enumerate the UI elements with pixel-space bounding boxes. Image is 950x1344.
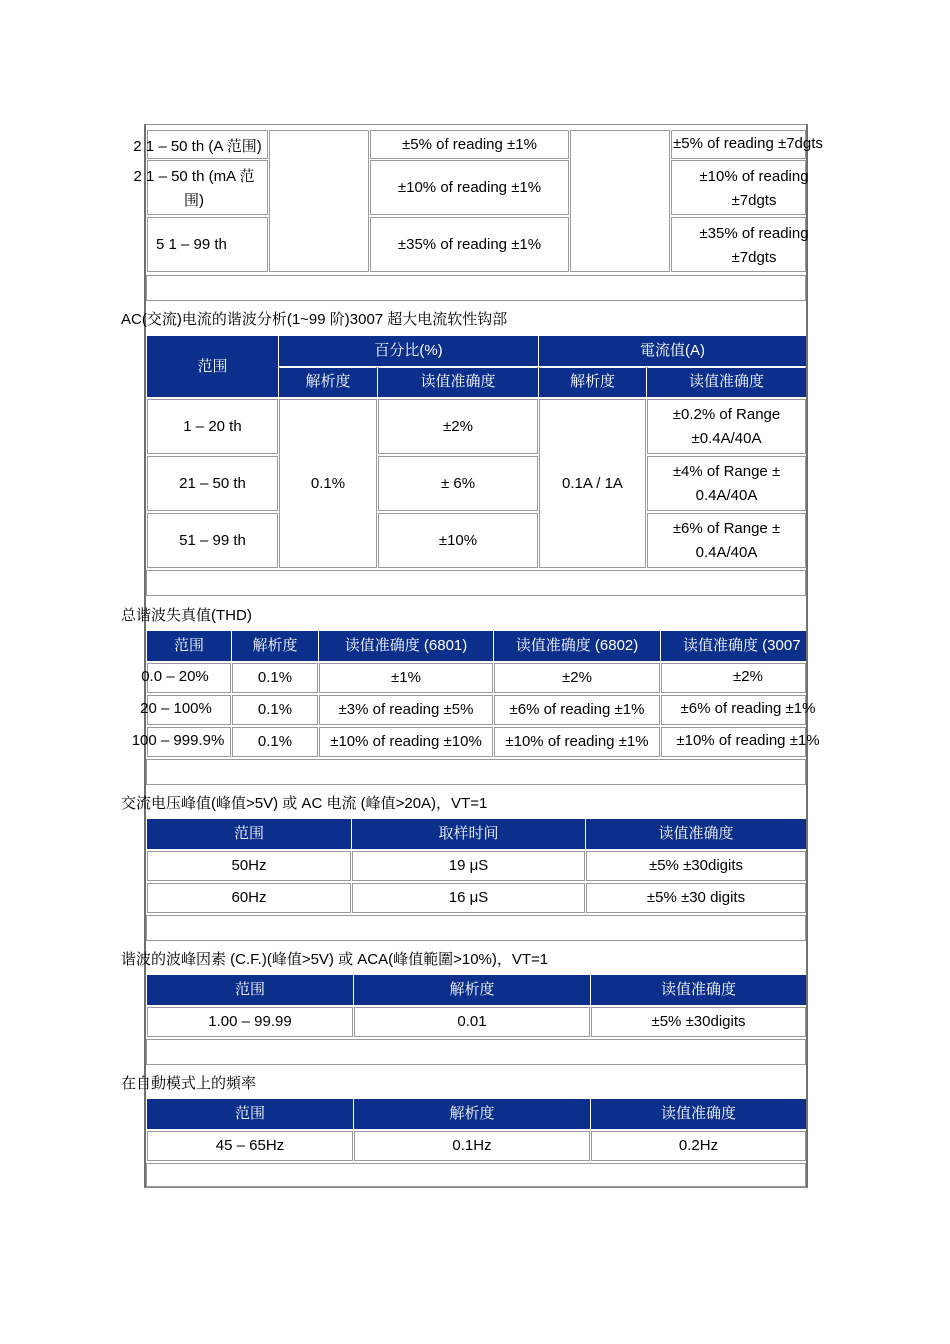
- header-cell: 解析度: [354, 1099, 590, 1129]
- spacer-row: [146, 759, 806, 785]
- header-cell: 解析度: [232, 631, 318, 661]
- accuracy-value: ±2%: [733, 668, 763, 685]
- table-cell: 1.00 – 99.99: [147, 1007, 353, 1037]
- table-cell: ±5% ±30digits: [591, 1007, 806, 1037]
- table-cell: 0.1%: [232, 695, 318, 725]
- table-cell: [370, 130, 569, 159]
- header-cell: 解析度: [354, 975, 590, 1005]
- header-cell: 范围: [147, 631, 231, 661]
- section-title: 交流电压峰值(峰值>5V) 或 AC 电流 (峰值>20A)，VT=1: [121, 795, 488, 812]
- header-cell: 范围: [147, 819, 351, 849]
- table-cell: 0.01: [354, 1007, 590, 1037]
- table-cell: 19 μS: [352, 851, 585, 881]
- header-resolution: 解析度: [279, 367, 377, 397]
- table-cell: ±3% of reading ±5%: [319, 695, 493, 725]
- accuracy-value: ±10% of reading ±7dgts: [699, 168, 809, 209]
- table-cell: 51 – 99 th: [147, 513, 278, 568]
- header-cell: 范围: [147, 975, 353, 1005]
- accuracy-value: ±5% of reading ±1%: [402, 135, 537, 153]
- table-cell: ±2%: [494, 663, 660, 693]
- header-cell: 读值准确度 (6802): [494, 631, 660, 661]
- table-cell: ±4% of Range ± 0.4A/40A: [647, 456, 806, 511]
- header-cell: 取样时间: [352, 819, 585, 849]
- table-cell: 0.2Hz: [591, 1131, 806, 1161]
- accuracy-value: ±6% of reading ±1%: [680, 700, 816, 717]
- table-cell: 0.1%: [232, 727, 318, 757]
- header-cell: 读值准确度 (6801): [319, 631, 493, 661]
- table-cell-empty: [570, 130, 670, 272]
- accuracy-value: ±35% of reading ±1%: [397, 235, 542, 253]
- table-cell: ±5% ±30digits: [586, 851, 806, 881]
- table-cell: ±0.2% of Range ±0.4A/40A: [647, 399, 806, 454]
- spacer-row: [146, 570, 806, 596]
- table-cell: ±2%: [378, 399, 538, 454]
- table-cell: 0.1Hz: [354, 1131, 590, 1161]
- table-cell: ±6% of Range ± 0.4A/40A: [647, 513, 806, 568]
- accuracy-value: ±35% of reading ±7dgts: [699, 225, 809, 266]
- table-cell: 21 – 50 th: [147, 456, 278, 511]
- range-label: 20 – 100%: [140, 700, 212, 717]
- header-cell: 读值准确度 (3007: [661, 631, 806, 661]
- header-cell: 范围: [147, 1099, 353, 1129]
- spacer-row: [146, 915, 806, 941]
- header-cell: 读值准确度: [586, 819, 806, 849]
- table-cell: ±5% ±30 digits: [586, 883, 806, 913]
- spacer-row: [146, 1039, 806, 1065]
- table-cell: [370, 160, 569, 215]
- header-percent: 百分比(%): [279, 336, 538, 366]
- spacer-row: [146, 275, 806, 301]
- section-title: AC(交流)电流的谐波分析(1~99 阶)3007 超大电流软性钩部: [121, 311, 508, 328]
- table-cell: ±10% of reading ±1%: [494, 727, 660, 757]
- table-cell: 0.1%: [279, 399, 377, 568]
- table-cell: ± 6%: [378, 456, 538, 511]
- table-cell: 50Hz: [147, 851, 351, 881]
- header-accuracy: 读值准确度: [647, 367, 806, 397]
- section-title: 谐波的波峰因素 (C.F.)(峰值>5V) 或 ACA(峰值範圍>10%)，VT=1: [121, 951, 549, 968]
- table-cell: ±10%: [378, 513, 538, 568]
- header-range: 范围: [147, 336, 278, 397]
- accuracy-value: ±10% of reading ±1%: [676, 732, 820, 749]
- table-cell: ±10% of reading ±10%: [319, 727, 493, 757]
- table-cell: 0.1%: [232, 663, 318, 693]
- range-label: 100 – 999.9%: [131, 732, 225, 749]
- table-cell: 60Hz: [147, 883, 351, 913]
- accuracy-value: ±5% of reading ±7dgts: [673, 135, 823, 152]
- table-cell: 16 μS: [352, 883, 585, 913]
- header-resolution: 解析度: [539, 367, 646, 397]
- range-label: 2 1 – 50 th (mA 范围): [133, 168, 255, 209]
- spacer-row: [146, 1163, 806, 1187]
- section-title: 在自動模式上的頻率: [121, 1075, 257, 1092]
- header-cell: 读值准确度: [591, 1099, 806, 1129]
- table-cell: 1 – 20 th: [147, 399, 278, 454]
- header-accuracy: 读值准确度: [378, 367, 538, 397]
- range-label: 0.0 – 20%: [141, 668, 209, 685]
- range-label: 2 1 – 50 th (A 范围): [133, 138, 262, 155]
- table-cell: 0.1A / 1A: [539, 399, 646, 568]
- accuracy-value: ±10% of reading ±1%: [397, 178, 542, 196]
- table-cell-empty: [269, 130, 369, 272]
- table-cell: ±1%: [319, 663, 493, 693]
- section-title: 总谐波失真值(THD): [121, 607, 252, 624]
- table-cell: ±6% of reading ±1%: [494, 695, 660, 725]
- header-current: 電流值(A): [539, 336, 806, 366]
- range-label: 5 1 – 99 th: [156, 236, 227, 253]
- table-cell: [370, 217, 569, 272]
- header-cell: 读值准确度: [591, 975, 806, 1005]
- table-cell: 45 – 65Hz: [147, 1131, 353, 1161]
